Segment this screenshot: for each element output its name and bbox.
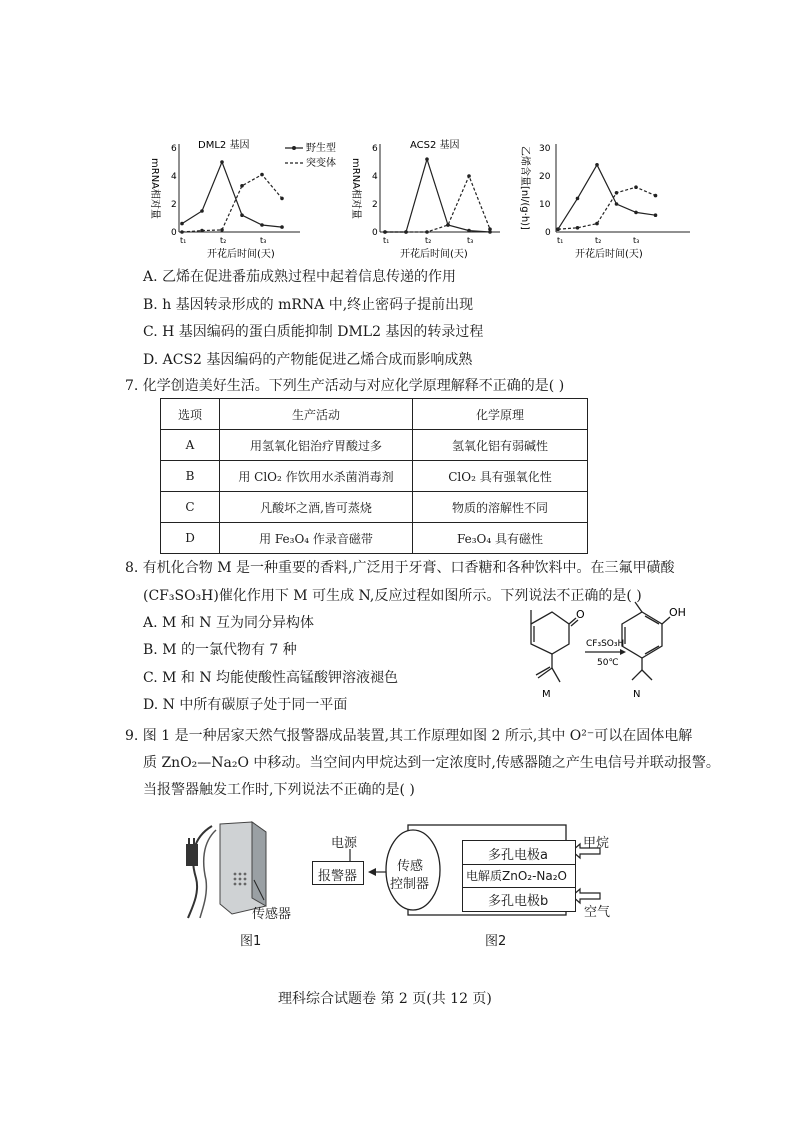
table-cell: A [161,430,220,461]
n-label: N [633,689,641,700]
data-point [425,157,429,161]
table-cell: B [161,461,220,492]
chart1-ylabel: mRNA相对量 [149,158,160,220]
q8-option-b: B. M 的一氯代物有 7 种 [143,642,297,658]
reagent-text: CF₃SO₃H [586,639,625,649]
data-point [634,211,638,215]
chart1-ytick-6: 6 [171,144,177,154]
chart1-xtick-2: t₂ [220,236,227,245]
chart1-xtick-3: t₃ [260,236,267,245]
table-row [161,492,588,523]
series-line-wild [385,159,490,232]
chart3-xtick-2: t₂ [595,236,602,245]
data-point [383,230,387,234]
q8-stem-1: 8. 有机化合物 M 是一种重要的香料,广泛用于牙膏、口香糖和各种饮料中。在三氟甲磺酸 [125,560,675,576]
table-row [161,523,588,554]
chart2-title: ACS2 基因 [410,140,460,151]
data-point [180,222,184,226]
data-point [220,228,224,232]
electrode-a-label: 多孔电极a [488,848,548,863]
data-point [595,163,599,167]
series-line-wild [182,162,282,227]
chart3-ylabel: 乙烯含量[nl/(g·h)] [519,146,530,230]
chart2-ytick-2: 2 [372,200,378,210]
data-point [615,191,619,195]
figure-2-caption: 图2 [485,934,507,949]
chart3-xtick-3: t₃ [633,236,640,245]
data-point [200,209,204,213]
chart2-ytick-0: 0 [372,228,378,238]
data-point [654,213,658,217]
table-cell: 凡酸坏之酒,皆可蒸烧 [220,492,413,523]
chart1-title: DML2 基因 [198,140,250,151]
data-point [280,197,284,201]
methane-label: 甲烷 [583,836,610,851]
data-point [240,213,244,217]
table-header: 化学原理 [413,399,588,430]
q9-stem-2: 质 ZnO₂—Na₂O 中移动。当空间内甲烷达到一定浓度时,传感器随之产生电信号并联动报警。 [143,755,720,771]
data-point [654,194,658,198]
chart3-ytick-0: 0 [545,228,551,238]
q8-option-c: C. M 和 N 均能使酸性高锰酸钾溶液褪色 [143,670,399,686]
reaction-scheme [500,600,700,700]
table-cell: 用 Fe₃O₄ 作录音磁带 [220,523,413,554]
table-cell: 物质的溶解性不同 [413,492,588,523]
data-point [180,230,184,234]
chart3-xtick-1: t₁ [557,236,564,245]
air-label: 空气 [584,905,611,920]
data-point [556,227,560,231]
chart2-xtick-1: t₁ [383,236,390,245]
data-point [220,160,224,164]
data-point [280,225,284,229]
table-cell: 氢氧化铝有弱碱性 [413,430,588,461]
molecule-m [531,610,578,682]
chart3-ytick-10: 10 [539,200,551,210]
data-point [634,185,638,189]
data-point [425,230,429,234]
table-cell: 用氢氧化铝治疗胃酸过多 [220,430,413,461]
chart2-ytick-6: 6 [372,144,378,154]
data-point [488,227,492,231]
table-header: 选项 [161,399,220,430]
sensor-label: 传感器 [252,907,292,922]
chart1-xtick-1: t₁ [180,236,187,245]
chart1-ytick-2: 2 [171,200,177,210]
q9-stem-3: 当报警器触发工作时,下列说法不正确的是( ) [143,782,415,798]
m-label: M [542,689,551,700]
table-cell: D [161,523,220,554]
molecule-n [622,602,670,680]
q6-option-d: D. ACS2 基因编码的产物能促进乙烯合成而影响成熟 [143,352,473,368]
page-footer: 理科综合试题卷 第 2 页(共 12 页) [278,991,492,1007]
table-header-row [161,399,588,430]
chart-dml2 [149,138,336,260]
temperature-text: 50℃ [597,658,619,668]
table-row [161,461,588,492]
data-point [467,229,471,233]
series-line-mutant [385,176,490,232]
data-point [404,230,408,234]
table-header: 生产活动 [220,399,413,430]
series-line-mutant [182,175,282,232]
q8-option-d: D. N 中所有碳原子处于同一平面 [143,697,348,713]
chart1-ytick-0: 0 [171,228,177,238]
electrolyte-label: 电解质ZnO₂-Na₂O [466,869,567,883]
q7-stem: 7. 化学创造美好生活。下列生产活动与对应化学原理解释不正确的是( ) [125,378,565,394]
chart2-ytick-4: 4 [372,172,378,182]
table-cell: C [161,492,220,523]
electrode-stack [462,840,576,912]
series-line-mutant [558,187,656,229]
chart1-legend-mutant: 突变体 [306,158,336,169]
q8-stem-2: (CF₃SO₃H)催化作用下 M 可生成 N,反应过程如图所示。下列说法不正确的是( ) [143,588,642,604]
data-point [576,226,580,230]
table-row [161,430,588,461]
chart1-legend-wild: 野生型 [306,143,336,154]
chart-ethylene [519,144,690,260]
data-point [576,197,580,201]
chart2-xlabel: 开花后时间(天) [400,249,468,260]
figure-1-caption: 图1 [240,934,262,949]
q6-option-c: C. H 基因编码的蛋白质能抑制 DML2 基因的转录过程 [143,324,484,340]
chart2-xtick-2: t₂ [425,236,432,245]
data-point [595,222,599,226]
power-label: 电源 [331,836,358,851]
table-cell: 用 ClO₂ 作饮用水杀菌消毒剂 [220,461,413,492]
chart3-xlabel: 开花后时间(天) [575,249,643,260]
data-point [467,174,471,178]
controller-label-2: 控制器 [390,877,430,892]
series-line-wild [558,165,656,229]
chart-acs2 [350,138,500,260]
data-point [260,173,264,177]
controller-label-1: 传感 [397,859,424,874]
chart3-ytick-20: 20 [539,172,551,182]
chart2-ylabel: mRNA相对量 [350,158,361,220]
q7-table [160,398,588,554]
q8-option-a: A. M 和 N 互为同分异构体 [143,615,314,631]
data-point [615,202,619,206]
q9-stem-1: 9. 图 1 是一种居家天然气报警器成品装置,其工作原理如图 2 所示,其中 O²⁻可以在固体电解 [125,728,693,744]
m-oxygen: O [576,608,585,621]
data-point [446,223,450,227]
q6-option-b: B. h 基因转录形成的 mRNA 中,终止密码子提前出现 [143,297,474,313]
chart1-xlabel: 开花后时间(天) [207,249,275,260]
charts-svg [0,0,794,270]
electrode-b-label: 多孔电极b [488,894,549,909]
alarm-box [312,861,364,885]
chart1-ytick-4: 4 [171,172,177,182]
data-point [200,229,204,233]
data-point [240,184,244,188]
chart2-xtick-3: t₃ [467,236,474,245]
n-hydroxyl: OH [669,606,686,619]
q6-option-a: A. 乙烯在促进番茄成熟过程中起着信息传递的作用 [143,269,457,285]
alarm-label: 报警器 [318,869,358,884]
table-cell: ClO₂ 具有强氧化性 [413,461,588,492]
data-point [260,223,264,227]
table-cell: Fe₃O₄ 具有磁性 [413,523,588,554]
chart3-ytick-30: 30 [539,144,551,154]
